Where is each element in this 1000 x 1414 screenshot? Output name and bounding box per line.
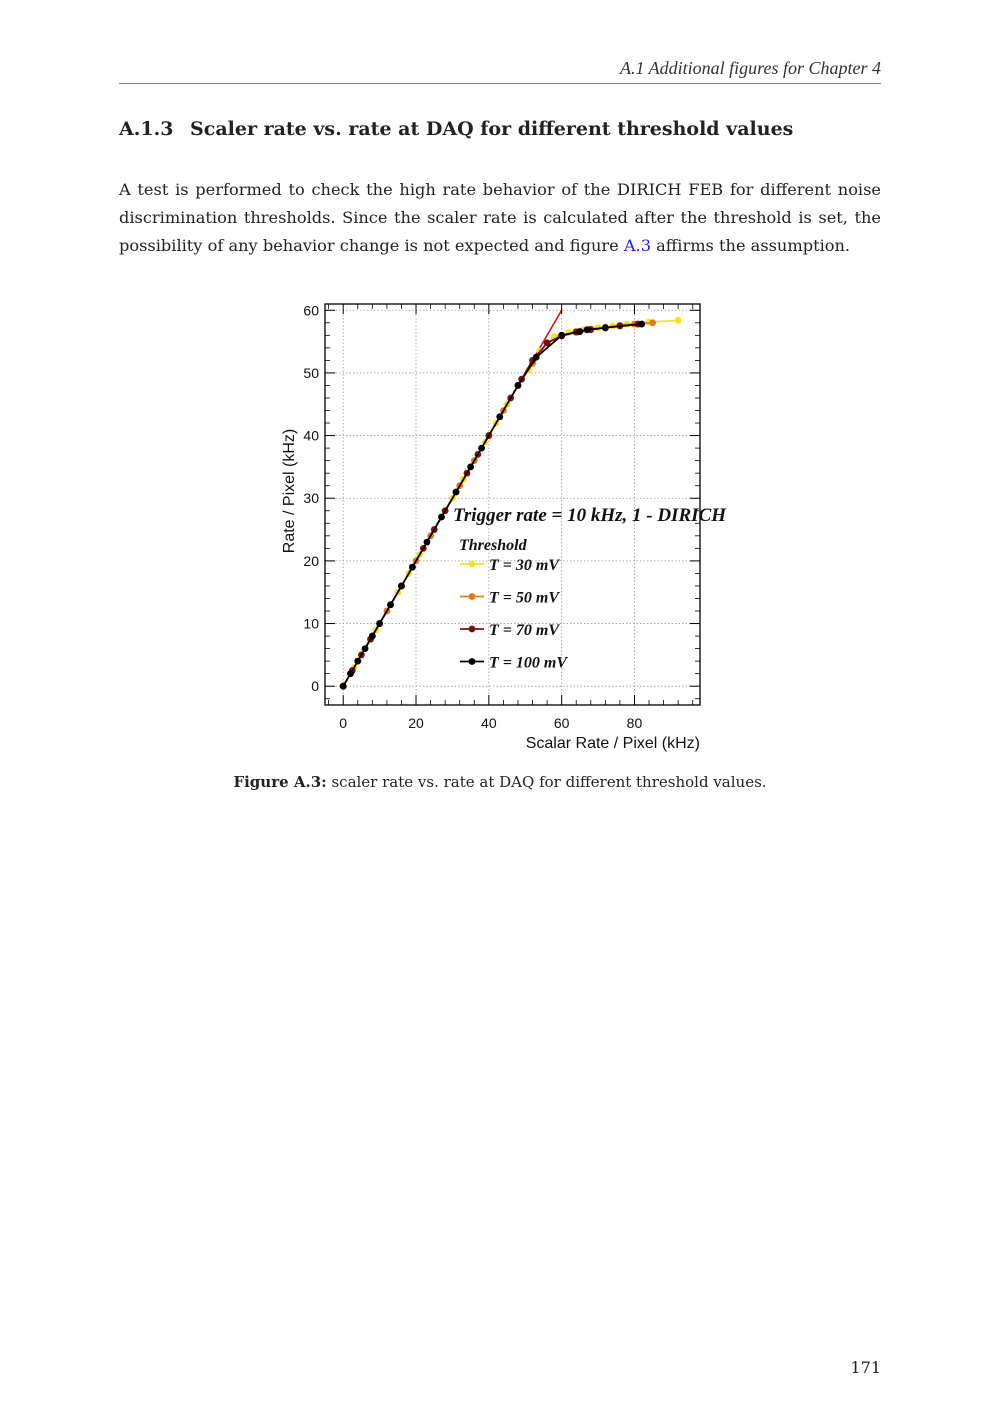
section-title: Scaler rate vs. rate at DAQ for different threshold values [190,118,794,140]
running-header-text: A.1 Additional figures for Chapter 4 [619,58,881,78]
section-number: A.1.3 [119,118,174,140]
data-point [649,319,656,326]
data-point [515,382,522,389]
y-tick-label: 20 [303,552,319,569]
x-tick-label: 40 [481,715,497,731]
y-tick-label: 60 [303,302,319,319]
page-number: 171 [850,1358,881,1377]
data-point [675,317,682,324]
legend-swatch-marker [469,593,476,600]
legend-label: T = 70 mV [489,622,560,639]
y-tick-label: 30 [303,490,319,507]
data-point [398,583,405,590]
figure-caption [119,773,881,791]
legend-swatch-marker [469,561,476,568]
data-point [424,539,431,546]
legend-item [460,590,560,607]
caption-text: scaler rate vs. rate at DAQ for different threshold values. [326,773,767,791]
data-point [438,514,445,521]
data-point [387,601,394,608]
legend-item [460,557,560,574]
section-heading [119,118,793,140]
chart-svg [270,290,730,760]
data-point [347,670,354,677]
data-point [638,321,645,328]
y-tick-label: 10 [303,615,319,632]
data-point [478,445,485,452]
legend-item [460,622,560,639]
data-point [533,354,540,361]
x-axis-label: Scalar Rate / Pixel (kHz) [525,735,700,752]
legend-swatch-marker [469,658,476,665]
data-point [354,658,361,665]
legend-swatch-marker [469,626,476,633]
legend-title: Threshold [459,537,527,554]
data-point [558,332,565,339]
body-paragraph [119,176,881,260]
x-tick-label: 80 [626,715,643,731]
data-point [409,564,416,571]
figure-reference-link[interactable]: A.3 [623,236,651,255]
data-point [362,645,369,652]
x-tick-label: 0 [339,715,348,731]
chart-legend [460,557,568,672]
data-point [467,464,474,471]
data-point [376,620,383,627]
paragraph-text-before: A test is performed to check the high rate behavior of the DIRICH FEB for different noise discrimination thresholds. Since the scaler rate is calculated after the threshold is set, the possibility of any behavior change is not expected and figure [119,180,881,255]
data-point [340,683,347,690]
data-point [576,328,583,335]
legend-label: T = 30 mV [489,557,560,574]
data-point [496,413,503,420]
data-point [453,489,460,496]
data-point [584,326,591,333]
y-tick-label: 40 [303,427,319,444]
caption-label: Figure A.3: [233,773,327,791]
figure-chart [270,290,730,760]
data-point [602,324,609,331]
y-axis-label: Rate / Pixel (kHz) [281,428,298,554]
data-point [369,633,376,640]
y-tick-label: 0 [311,678,319,695]
chart-annotation: Trigger rate = 10 kHz, 1 - DIRICH [453,505,726,526]
paragraph-text-after: affirms the assumption. [651,236,851,255]
legend-label: T = 100 mV [489,654,568,672]
running-header [119,58,881,84]
x-tick-label: 60 [553,715,570,731]
legend-label: T = 50 mV [489,589,560,607]
y-tick-label: 50 [303,364,319,381]
legend-item [460,655,568,672]
x-tick-label: 20 [408,715,424,731]
